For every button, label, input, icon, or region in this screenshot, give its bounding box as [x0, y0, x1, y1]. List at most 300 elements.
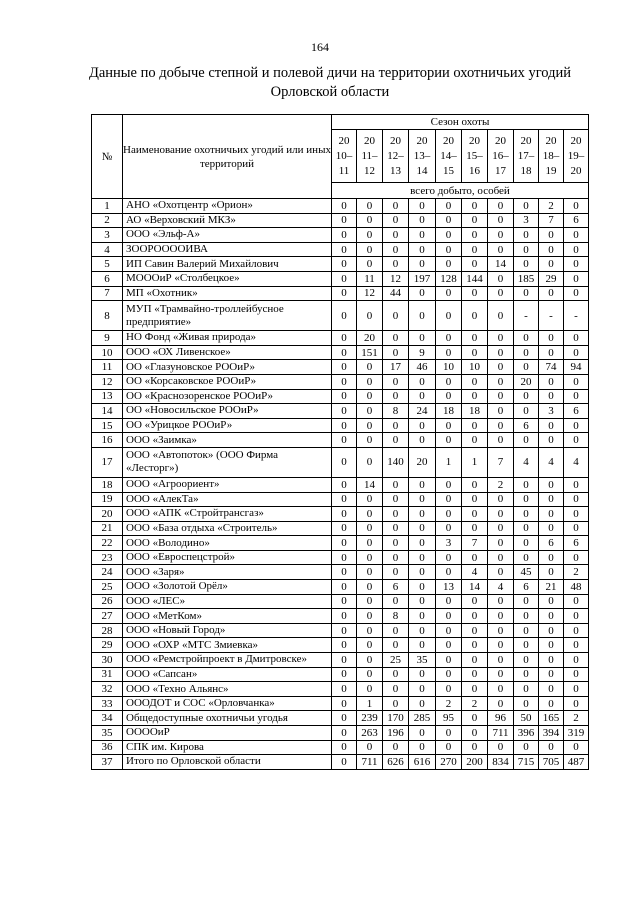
value-cell: 0: [409, 477, 436, 492]
value-cell: 0: [436, 492, 462, 507]
value-cell: 17: [383, 360, 409, 375]
value-cell: 0: [332, 477, 357, 492]
row-name: ООО «Заимка»: [123, 433, 332, 448]
value-cell: 0: [383, 213, 409, 228]
value-cell: 0: [436, 594, 462, 609]
row-name: ООООиР: [123, 726, 332, 741]
value-cell: 0: [436, 199, 462, 214]
value-cell: 0: [409, 242, 436, 257]
row-name: ООО «Эльф-А»: [123, 228, 332, 243]
value-cell: 0: [332, 271, 357, 286]
value-cell: 0: [539, 492, 564, 507]
value-cell: 0: [436, 507, 462, 522]
table-row: [92, 360, 589, 375]
value-cell: 0: [462, 228, 488, 243]
value-cell: 0: [409, 696, 436, 711]
value-cell: 128: [436, 271, 462, 286]
value-cell: -: [514, 301, 539, 331]
value-cell: 0: [409, 565, 436, 580]
value-cell: 20: [514, 374, 539, 389]
table-row: [92, 257, 589, 272]
value-cell: 0: [357, 213, 383, 228]
row-name: ОО «Краснозоренское РООиР»: [123, 389, 332, 404]
value-cell: 2: [436, 696, 462, 711]
row-number: 10: [92, 345, 123, 360]
value-cell: 0: [409, 726, 436, 741]
value-cell: 0: [564, 374, 589, 389]
value-cell: 0: [564, 594, 589, 609]
row-name: Общедоступные охотничьи угодья: [123, 711, 332, 726]
value-cell: 0: [539, 638, 564, 653]
value-cell: 285: [409, 711, 436, 726]
value-cell: 0: [357, 389, 383, 404]
table-row: [92, 404, 589, 419]
table-row: [92, 271, 589, 286]
value-cell: 50: [514, 711, 539, 726]
row-name: ООО «ОХР «МТС Змиевка»: [123, 638, 332, 653]
value-cell: 0: [383, 477, 409, 492]
value-cell: 0: [514, 492, 539, 507]
value-cell: 0: [462, 667, 488, 682]
value-cell: 0: [436, 740, 462, 755]
value-cell: 0: [462, 726, 488, 741]
season-header-part: 19–: [567, 149, 585, 162]
value-cell: 0: [357, 447, 383, 477]
value-cell: 6: [514, 418, 539, 433]
value-cell: 35: [409, 653, 436, 668]
value-cell: 0: [462, 609, 488, 624]
value-cell: 0: [383, 492, 409, 507]
table-row: [92, 301, 589, 331]
season-header-cell: [357, 130, 383, 183]
value-cell: 0: [462, 301, 488, 331]
row-number: 16: [92, 433, 123, 448]
value-cell: 0: [488, 609, 514, 624]
value-cell: 0: [409, 331, 436, 346]
value-cell: 0: [564, 345, 589, 360]
value-cell: 95: [436, 711, 462, 726]
value-cell: 0: [436, 242, 462, 257]
value-cell: 0: [488, 550, 514, 565]
value-cell: 0: [514, 682, 539, 697]
value-cell: 3: [436, 536, 462, 551]
season-header-part: 20: [545, 134, 557, 147]
value-cell: 0: [462, 711, 488, 726]
value-cell: 0: [488, 521, 514, 536]
value-cell: 0: [564, 389, 589, 404]
value-cell: 0: [488, 418, 514, 433]
value-cell: 0: [514, 242, 539, 257]
row-number: 26: [92, 594, 123, 609]
value-cell: 0: [409, 536, 436, 551]
value-cell: 4: [564, 447, 589, 477]
row-number: 31: [92, 667, 123, 682]
value-cell: 140: [383, 447, 409, 477]
value-cell: 0: [357, 301, 383, 331]
value-cell: 1: [357, 696, 383, 711]
value-cell: -: [539, 301, 564, 331]
table-row: [92, 389, 589, 404]
value-cell: 25: [383, 653, 409, 668]
table-row: [92, 550, 589, 565]
value-cell: 0: [383, 345, 409, 360]
row-number: 14: [92, 404, 123, 419]
row-number: 15: [92, 418, 123, 433]
row-name: ООО «Автопоток» (ООО Фирма «Лесторг»): [123, 447, 332, 477]
row-number: 21: [92, 521, 123, 536]
season-header-cell: [539, 130, 564, 183]
value-cell: -: [564, 301, 589, 331]
season-header-part: 18–: [542, 149, 560, 162]
season-header-part: 14–: [440, 149, 457, 162]
value-cell: 0: [332, 740, 357, 755]
value-cell: 0: [357, 433, 383, 448]
value-cell: 0: [462, 286, 488, 301]
value-cell: 0: [409, 740, 436, 755]
value-cell: 0: [357, 565, 383, 580]
row-number: 11: [92, 360, 123, 375]
value-cell: 0: [357, 536, 383, 551]
value-cell: 0: [383, 199, 409, 214]
value-cell: 6: [539, 536, 564, 551]
row-number: 13: [92, 389, 123, 404]
value-cell: 0: [436, 623, 462, 638]
season-header-cell: [383, 130, 409, 183]
value-cell: 96: [488, 711, 514, 726]
row-number: 22: [92, 536, 123, 551]
row-number: 25: [92, 580, 123, 595]
value-cell: 0: [488, 374, 514, 389]
table-row: [92, 653, 589, 668]
value-cell: 0: [488, 389, 514, 404]
row-name: ИП Савин Валерий Михайлович: [123, 257, 332, 272]
value-cell: 1: [462, 447, 488, 477]
value-cell: 6: [383, 580, 409, 595]
value-cell: 14: [488, 257, 514, 272]
header-number: №: [92, 115, 123, 199]
value-cell: 0: [332, 404, 357, 419]
value-cell: 0: [436, 682, 462, 697]
value-cell: 170: [383, 711, 409, 726]
value-cell: 626: [383, 755, 409, 770]
value-cell: 0: [488, 536, 514, 551]
title-line-1: Данные по добыче степной и полевой дичи на территории охотничьих угодий: [88, 65, 572, 81]
season-header-part: 20: [443, 134, 454, 147]
value-cell: 0: [514, 228, 539, 243]
value-cell: 0: [514, 550, 539, 565]
value-cell: 0: [462, 242, 488, 257]
value-cell: 0: [462, 418, 488, 433]
value-cell: 0: [436, 638, 462, 653]
value-cell: 46: [409, 360, 436, 375]
value-cell: 0: [514, 404, 539, 419]
value-cell: 0: [514, 477, 539, 492]
value-cell: 0: [409, 492, 436, 507]
row-name: ООО «Ремстройпроект в Дмитровске»: [123, 653, 332, 668]
season-header-part: 13: [390, 164, 401, 177]
table-row: [92, 740, 589, 755]
row-name: ООО «АлекТа»: [123, 492, 332, 507]
value-cell: 0: [462, 257, 488, 272]
value-cell: 0: [462, 389, 488, 404]
row-name: ООО «АПК «Стройтрансгаз»: [123, 507, 332, 522]
season-header-part: 16–: [492, 149, 509, 162]
value-cell: 165: [539, 711, 564, 726]
table-row: [92, 580, 589, 595]
value-cell: 0: [332, 580, 357, 595]
value-cell: 0: [488, 638, 514, 653]
value-cell: 3: [514, 213, 539, 228]
value-cell: 0: [332, 550, 357, 565]
value-cell: 0: [332, 696, 357, 711]
value-cell: 0: [383, 594, 409, 609]
value-cell: 200: [462, 755, 488, 770]
season-header-part: 20: [416, 134, 428, 147]
row-name: МП «Охотник»: [123, 286, 332, 301]
value-cell: 0: [332, 507, 357, 522]
row-number: 7: [92, 286, 123, 301]
value-cell: 0: [383, 257, 409, 272]
value-cell: 6: [564, 536, 589, 551]
value-cell: 0: [409, 507, 436, 522]
value-cell: 0: [332, 594, 357, 609]
value-cell: 0: [357, 228, 383, 243]
value-cell: 0: [564, 199, 589, 214]
value-cell: 0: [436, 301, 462, 331]
row-name: ООО «Новый Город»: [123, 623, 332, 638]
value-cell: 0: [564, 653, 589, 668]
value-cell: 0: [357, 242, 383, 257]
season-header-cell: [514, 130, 539, 183]
value-cell: 20: [409, 447, 436, 477]
table-row: [92, 594, 589, 609]
value-cell: 45: [514, 565, 539, 580]
value-cell: 0: [383, 331, 409, 346]
value-cell: 0: [514, 740, 539, 755]
value-cell: 0: [332, 418, 357, 433]
value-cell: 4: [514, 447, 539, 477]
value-cell: 0: [514, 667, 539, 682]
row-name: ОО «Корсаковское РООиР»: [123, 374, 332, 389]
value-cell: 0: [332, 521, 357, 536]
value-cell: 0: [332, 447, 357, 477]
row-name: ООО «Евроспецстрой»: [123, 550, 332, 565]
value-cell: 0: [462, 507, 488, 522]
value-cell: 0: [564, 228, 589, 243]
value-cell: 396: [514, 726, 539, 741]
value-cell: 616: [409, 755, 436, 770]
season-header-part: 12–: [387, 149, 404, 162]
page-number: 164: [311, 40, 329, 54]
table-row: [92, 477, 589, 492]
value-cell: 29: [539, 271, 564, 286]
value-cell: 8: [383, 404, 409, 419]
value-cell: 0: [539, 507, 564, 522]
row-name: ООО «База отдыха «Строитель»: [123, 521, 332, 536]
value-cell: 0: [409, 374, 436, 389]
value-cell: 0: [462, 213, 488, 228]
table-row: [92, 199, 589, 214]
row-number: 28: [92, 623, 123, 638]
value-cell: 0: [332, 755, 357, 770]
value-cell: 0: [383, 696, 409, 711]
row-name: ООО «Техно Альянс»: [123, 682, 332, 697]
row-number: 29: [92, 638, 123, 653]
row-number: 5: [92, 257, 123, 272]
value-cell: 0: [357, 740, 383, 755]
value-cell: 0: [539, 331, 564, 346]
value-cell: 0: [564, 609, 589, 624]
value-cell: 0: [357, 609, 383, 624]
value-cell: 0: [462, 550, 488, 565]
value-cell: 0: [514, 331, 539, 346]
value-cell: 0: [357, 667, 383, 682]
season-header-cell: [462, 130, 488, 183]
value-cell: 0: [462, 594, 488, 609]
table-row: [92, 447, 589, 477]
value-cell: 0: [332, 286, 357, 301]
table-row: [92, 286, 589, 301]
value-cell: 0: [462, 345, 488, 360]
row-number: 17: [92, 447, 123, 477]
season-header-part: 15–: [466, 149, 483, 162]
value-cell: 0: [436, 286, 462, 301]
value-cell: 0: [488, 492, 514, 507]
value-cell: 0: [409, 580, 436, 595]
header-unit: всего добыто, особей: [332, 183, 589, 199]
value-cell: 9: [409, 345, 436, 360]
value-cell: 6: [514, 580, 539, 595]
value-cell: 0: [564, 433, 589, 448]
table-row: [92, 755, 589, 770]
value-cell: 0: [409, 623, 436, 638]
season-header-cell: [564, 130, 589, 183]
value-cell: 0: [409, 418, 436, 433]
row-name: МОООиР «Столбецкое»: [123, 271, 332, 286]
value-cell: 715: [514, 755, 539, 770]
season-header-part: 20: [495, 134, 506, 147]
value-cell: 0: [357, 374, 383, 389]
table-row: [92, 536, 589, 551]
value-cell: 196: [383, 726, 409, 741]
value-cell: 0: [514, 653, 539, 668]
value-cell: 394: [539, 726, 564, 741]
row-number: 12: [92, 374, 123, 389]
value-cell: 0: [332, 682, 357, 697]
value-cell: 0: [462, 433, 488, 448]
value-cell: 0: [332, 331, 357, 346]
value-cell: 0: [514, 345, 539, 360]
season-header-part: 18: [520, 164, 532, 177]
value-cell: 0: [357, 492, 383, 507]
value-cell: 0: [383, 507, 409, 522]
value-cell: 319: [564, 726, 589, 741]
value-cell: 0: [383, 536, 409, 551]
value-cell: 185: [514, 271, 539, 286]
value-cell: 0: [564, 418, 589, 433]
value-cell: 0: [409, 213, 436, 228]
value-cell: 0: [332, 565, 357, 580]
value-cell: 0: [488, 667, 514, 682]
value-cell: 0: [462, 638, 488, 653]
value-cell: 0: [409, 228, 436, 243]
value-cell: 2: [462, 696, 488, 711]
value-cell: 0: [514, 609, 539, 624]
value-cell: 14: [462, 580, 488, 595]
value-cell: 0: [488, 199, 514, 214]
row-name: МУП «Трамвайно-троллейбусное предприятие»: [123, 301, 332, 331]
value-cell: 0: [488, 331, 514, 346]
row-number: 19: [92, 492, 123, 507]
value-cell: 0: [514, 696, 539, 711]
table-row: [92, 492, 589, 507]
season-header-part: 20: [520, 134, 532, 147]
value-cell: 0: [409, 682, 436, 697]
value-cell: 0: [332, 492, 357, 507]
value-cell: 705: [539, 755, 564, 770]
value-cell: 0: [462, 374, 488, 389]
value-cell: 0: [514, 536, 539, 551]
header-name: Наименование охотничьих угодий или иных территорий: [123, 115, 332, 199]
season-header-part: 12: [364, 164, 375, 177]
row-name: ООО «Агроориент»: [123, 477, 332, 492]
value-cell: 21: [539, 580, 564, 595]
row-number: 36: [92, 740, 123, 755]
season-header-part: 11–: [361, 149, 378, 162]
value-cell: 20: [357, 331, 383, 346]
row-name: ОООДОТ и СОС «Орловчанка»: [123, 696, 332, 711]
season-header-part: 20: [469, 134, 480, 147]
title-line-2: Орловской области: [270, 84, 390, 100]
value-cell: 0: [383, 667, 409, 682]
value-cell: 0: [514, 623, 539, 638]
table-row: [92, 213, 589, 228]
value-cell: 0: [539, 550, 564, 565]
table-row: [92, 682, 589, 697]
value-cell: 0: [409, 594, 436, 609]
value-cell: 0: [488, 404, 514, 419]
value-cell: 0: [436, 726, 462, 741]
value-cell: 0: [332, 213, 357, 228]
value-cell: 0: [436, 653, 462, 668]
row-name: ООО «Золотой Орёл»: [123, 580, 332, 595]
row-number: 35: [92, 726, 123, 741]
value-cell: 0: [436, 477, 462, 492]
value-cell: 0: [383, 301, 409, 331]
season-header-part: 17: [495, 164, 506, 177]
row-number: 9: [92, 331, 123, 346]
value-cell: 0: [409, 257, 436, 272]
value-cell: 0: [383, 242, 409, 257]
value-cell: 4: [539, 447, 564, 477]
row-number: 3: [92, 228, 123, 243]
value-cell: 0: [357, 623, 383, 638]
value-cell: 2: [539, 199, 564, 214]
season-header-part: 13–: [413, 149, 431, 162]
value-cell: 0: [539, 242, 564, 257]
value-cell: 0: [488, 740, 514, 755]
row-name: СПК им. Кирова: [123, 740, 332, 755]
value-cell: 0: [564, 257, 589, 272]
value-cell: 74: [539, 360, 564, 375]
value-cell: 0: [436, 374, 462, 389]
value-cell: 0: [332, 667, 357, 682]
value-cell: 0: [332, 374, 357, 389]
value-cell: 0: [539, 389, 564, 404]
value-cell: 0: [409, 389, 436, 404]
row-name: Итого по Орловской области: [123, 755, 332, 770]
value-cell: 0: [488, 242, 514, 257]
